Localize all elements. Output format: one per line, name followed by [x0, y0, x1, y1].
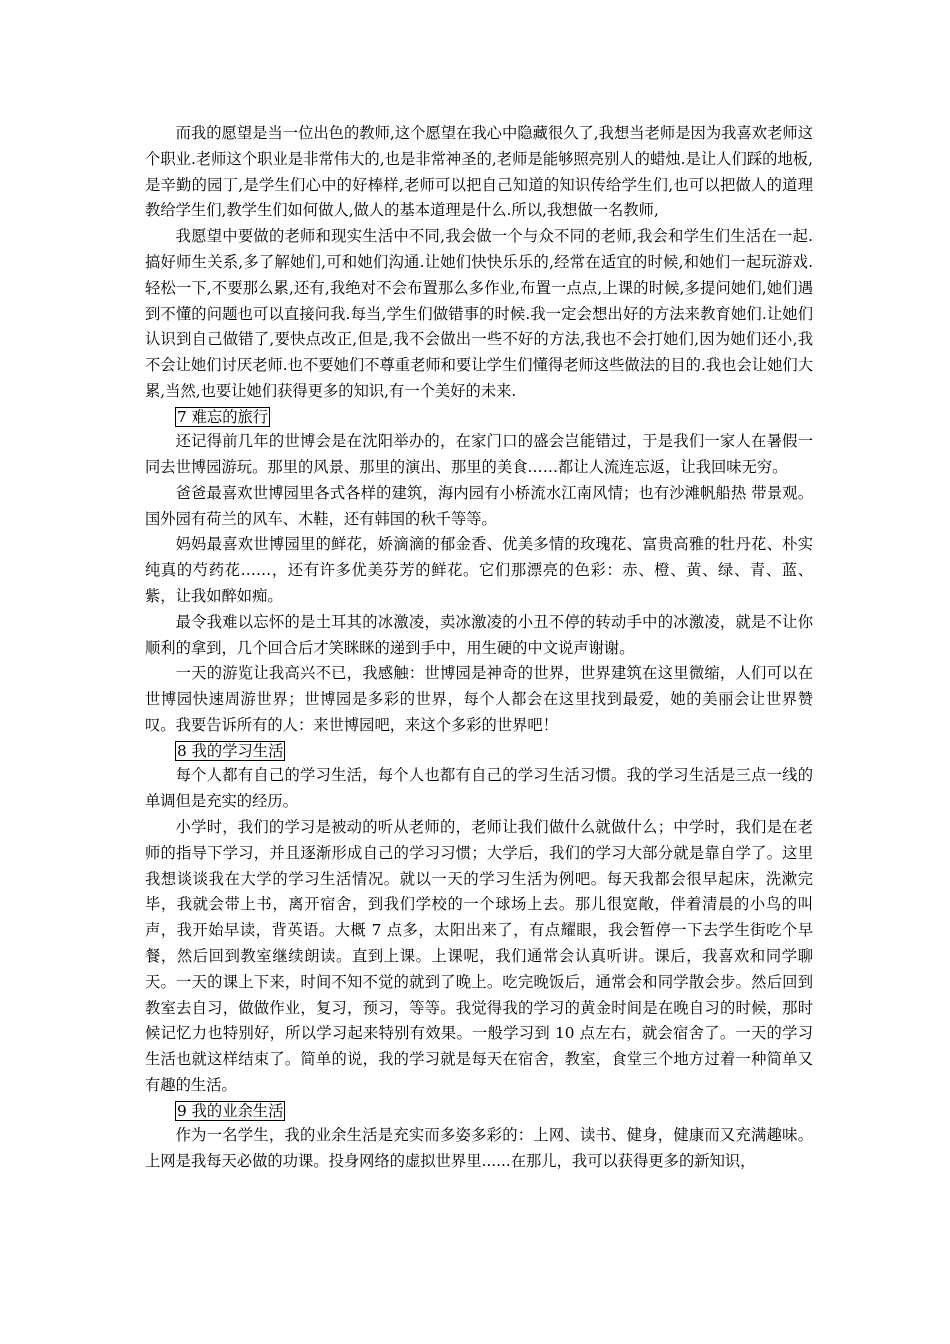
paragraph: 我愿望中要做的老师和现实生活中不同,我会做一个与众不同的老师,我会和学生们生活在一起.搞好师生关系,多了解她们,可和她们沟通.让她们快快乐乐的,经常在适宜的时候,和她们一起玩游戏.轻松一下,不要那么累,还有,我绝对不会布置那么多作业,布置一点点,上课的时候,多提问她们,她们遇到不懂的问题也可以直接问我.每当,学生们做错事的时候.我一定会想出好的方法来教育她们.让她们认识到自己做错了,要快点改正,但是,我不会做出一些不好的方法,我也不会打她们,因为她们还小,我不会让她们讨厌老师.也不要她们不尊重老师和要让学生们懂得老师这些做法的目的.我也会让她们大累,当然,也要让她们获得更多的知识,有一个美好的未来. [145, 227, 813, 400]
section-heading [145, 405, 813, 430]
paragraph: 爸爸最喜欢世博园里各式各样的建筑，海内园有小桥流水江南风情；也有沙滩帆船热 带景观。国外园有荷兰的风车、木鞋，还有韩国的秋千等等。 [145, 483, 813, 528]
paragraph: 最令我难以忘怀的是土耳其的冰激凌，卖冰激凌的小丑不停的转动手中的冰激凌，就是不让你顺利的拿到，几个回合后才笑眯眯的递到手中，用生硬的中文说声谢谢。 [145, 612, 813, 657]
section-heading-text: 7 难忘的旅行 [177, 407, 269, 426]
section-heading [145, 1099, 813, 1124]
paragraph: 而我的愿望是当一位出色的教师,这个愿望在我心中隐藏很久了,我想当老师是因为我喜欢老师这个职业.老师这个职业是非常伟大的,也是非常神圣的,老师是能够照亮别人的蜡烛.是让人们踩的地板,是辛勤的园丁,是学生们心中的好棒样,老师可以把自己知道的知识传给学生们,也可以把做人的道理教给学生们,教学生们如何做人,做人的基本道理是什么.所以,我想做一名教师, [145, 124, 813, 220]
document-body [145, 121, 813, 1175]
section-heading-text: 8 我的学习生活 [177, 741, 284, 760]
paragraph: 作为一名学生，我的业余生活是充实而多姿多彩的：上网、读书、健身，健康而又充满趣味。上网是我每天必做的功课。投身网络的虚拟世界里......在那儿，我可以获得更多的新知识， [145, 1126, 813, 1170]
section-heading-text: 9 我的业余生活 [177, 1101, 284, 1120]
section-heading [145, 739, 813, 764]
paragraph: 小学时，我们的学习是被动的听从老师的，老师让我们做什么就做什么；中学时，我们是在老师的指导下学习，并且逐渐形成自己的学习习惯；大学后，我们的学习大部分就是靠自学了。这里我想谈谈我在大学的学习生活情况。就以一天的学习生活为例吧。每天我都会很早起床，洗漱完毕，我就会带上书，离开宿舍，到我们学校的一个球场上去。那儿很宽敞，伴着清晨的小鸟的叫声，我开始早读，背英语。大概 7 点多，太阳出来了，有点耀眼，我会暂停一下去学生街吃个早餐，然后回到教室继续朗读。直到上课。上课呢，我们通常会认真听讲。课后，我喜欢和同学聊天。一天的课上下来，时间不知不觉的就到了晚上。吃完晚饭后，通常会和同学散会步。然后回到教室去自习，做做作业，复习，预习，等等。我觉得我的学习的黄金时间是在晚自习的时候，那时候记忆力也特别好，所以学习起来特别有效果。一般学习到 10 点左右，就会宿舍了。一天的学习生活也就这样结束了。简单的说，我的学习就是每天在宿舍，教室，食堂三个地方过着一种简单又有趣的生活。 [145, 817, 813, 1094]
paragraph: 还记得前几年的世博会是在沈阳举办的，在家门口的盛会岂能错过，于是我们一家人在暑假一同去世博园游玩。那里的风景、那里的演出、那里的美食……都让人流连忘返，让我回味无穷。 [145, 432, 813, 477]
paragraph: 每个人都有自己的学习生活，每个人也都有自己的学习生活习惯。我的学习生活是三点一线的单调但是充实的经历。 [145, 766, 813, 811]
paragraph: 一天的游览让我高兴不已，我感触：世博园是神奇的世界，世界建筑在这里微缩，人们可以在世博园快速周游世界；世博园是多彩的世界，每个人都会在这里找到最爱，她的美丽会让世界赞叹。我要告诉所有的人：来世博园吧，来这个多彩的世界吧！ [145, 664, 813, 735]
paragraph: 妈妈最喜欢世博园里的鲜花，娇滴滴的郁金香、优美多情的玫瑰花、富贵高雅的牡丹花、朴实纯真的芍药花……，还有许多优美芬芳的鲜花。它们那漂亮的色彩：赤、橙、黄、绿、青、蓝、紫，让我如醉如痴。 [145, 535, 813, 606]
